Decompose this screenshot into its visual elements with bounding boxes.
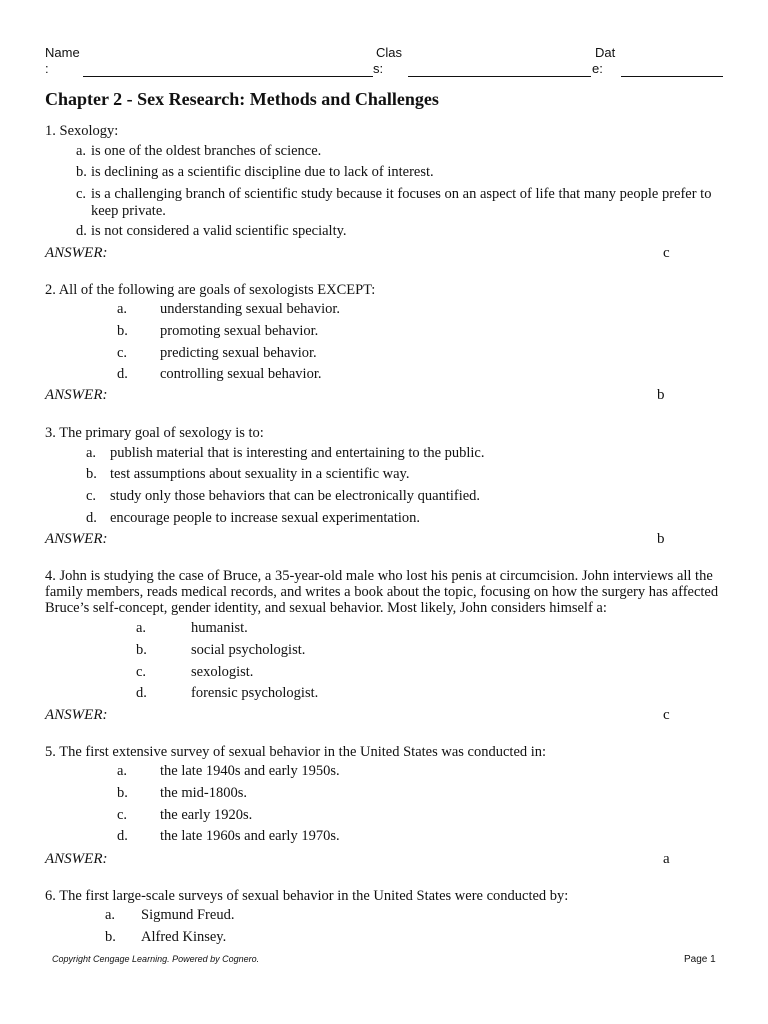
option-text: promoting sexual behavior. [160,323,319,339]
name-field[interactable] [83,76,373,77]
answer-label: ANSWER: [45,245,108,261]
option-text: publish material that is interesting and entertaining to the public. [110,445,485,461]
answer-label: ANSWER: [45,531,108,547]
option-letter: a. [76,143,87,159]
option-text: the late 1960s and early 1970s. [160,828,340,844]
option-letter: c. [76,186,87,202]
option-text: the mid-1800s. [160,785,247,801]
option-letter: b. [136,642,147,658]
copyright-notice: Copyright Cengage Learning. Powered by Cognero. [52,954,260,964]
option-text: test assumptions about sexuality in a scientific way. [110,466,410,482]
answer-value: b [657,531,665,547]
question-stem: 1. Sexology: [45,123,119,139]
option-letter: b. [117,785,128,801]
name-label-colon: : [45,61,49,76]
option-text: understanding sexual behavior. [160,301,340,317]
option-letter: a. [105,907,116,923]
class-field[interactable] [408,76,591,77]
date-field[interactable] [621,76,723,77]
option-letter: c. [117,807,128,823]
option-letter: d. [76,223,87,239]
page-title: Chapter 2 - Sex Research: Methods and Challenges [45,89,439,109]
answer-value: c [663,245,670,261]
option-letter: a. [136,620,147,636]
option-letter: d. [136,685,147,701]
answer-value: b [657,387,665,403]
option-text: controlling sexual behavior. [160,366,322,382]
option-text: sexologist. [191,664,254,680]
question-1 [45,123,727,139]
question-stem: 6. The first large-scale surveys of sexual behavior in the United States were conducted by: [45,888,569,904]
option-text: humanist. [191,620,248,636]
question-stem: 3. The primary goal of sexology is to: [45,425,264,441]
option-letter: c. [86,488,97,504]
option-text: forensic psychologist. [191,685,319,701]
question-4 [45,568,727,616]
option-text: is declining as a scientific discipline due to lack of interest. [91,164,434,180]
option-text: Alfred Kinsey. [141,929,227,945]
option-letter: b. [117,323,128,339]
answer-label: ANSWER: [45,851,108,867]
option-text: encourage people to increase sexual experimentation. [110,510,421,526]
class-label-colon: s: [373,61,384,76]
answer-value: c [663,707,670,723]
option-letter: a. [86,445,97,461]
option-text: Sigmund Freud. [141,907,235,923]
date-label-colon: e: [592,61,603,76]
answer-value: a [663,851,670,867]
option-letter: b. [105,929,116,945]
question-6 [45,888,727,904]
answer-label: ANSWER: [45,707,108,723]
answer-label: ANSWER: [45,387,108,403]
class-label: Clas [376,45,403,60]
option-letter: a. [117,763,128,779]
question-stem: 5. The first extensive survey of sexual behavior in the United States was conducted in: [45,744,547,760]
question-5 [45,744,727,760]
option-letter: b. [86,466,97,482]
question-2 [45,282,727,298]
option-letter: d. [117,366,128,382]
date-label: Dat [595,45,616,60]
question-stem: 4. John is studying the case of Bruce, a 35-year-old male who lost his penis at circumcision. John interviews all the family members, reads medical records, and writes a book about the topic, focusing on how the surgery has affected Bruce’s self-concept, gender identity, and sexual behavior. Most likely, John considers himself a: [45,568,719,616]
option-text: social psychologist. [191,642,306,658]
option-letter: d. [86,510,97,526]
question-3 [45,425,727,441]
option-text-continued: keep private. [91,203,166,219]
page-number: Page 1 [684,954,716,965]
option-letter: a. [117,301,128,317]
question-stem: 2. All of the following are goals of sexologists EXCEPT: [45,282,376,298]
option-text: the late 1940s and early 1950s. [160,763,340,779]
option-text: is not considered a valid scientific specialty. [91,223,347,239]
option-text: predicting sexual behavior. [160,345,317,361]
option-letter: c. [136,664,147,680]
option-letter: b. [76,164,87,180]
name-label: Name [45,45,80,60]
option-letter: d. [117,828,128,844]
option-letter: c. [117,345,128,361]
option-text: the early 1920s. [160,807,253,823]
option-text: study only those behaviors that can be electronically quantified. [110,488,481,504]
option-text: is a challenging branch of scientific study because it focuses on an aspect of life that many people prefer to [91,186,712,202]
option-text: is one of the oldest branches of science. [91,143,322,159]
